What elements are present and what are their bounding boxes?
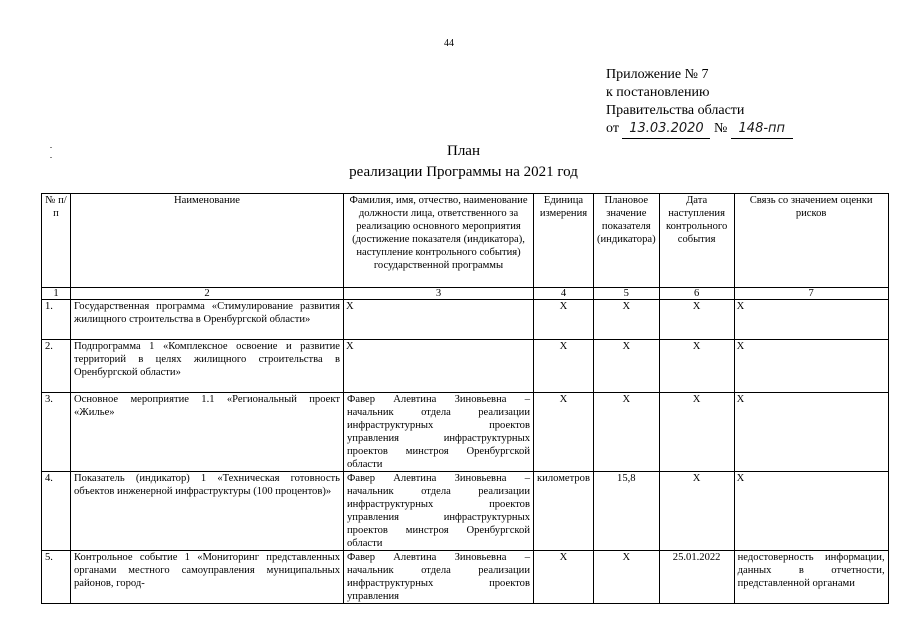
column-number: 5 — [593, 288, 659, 300]
row-responsible: X — [344, 300, 534, 340]
handwritten-number: 148-пп — [731, 120, 793, 139]
plan-title: План — [446, 143, 480, 159]
header-responsible: Фамилия, имя, отчество, наименование должности лица, ответственного за реализацию основного мероприятия (достижение показателя (индикатора), наступление контрольного события) государственной программы — [344, 194, 534, 288]
header-event-date: Дата наступления контрольного события — [659, 194, 734, 288]
row-planned-value: 15,8 — [593, 472, 659, 551]
number-label: № — [713, 121, 728, 136]
appendix-line-3: Правительства области — [606, 103, 745, 118]
row-unit: X — [534, 393, 594, 472]
page-number: 44 — [444, 38, 454, 49]
handwritten-date: 13.03.2020 — [622, 120, 710, 139]
row-risk-link: X — [734, 340, 888, 393]
appendix-line-2: к постановлению — [606, 85, 710, 100]
row-unit: километров — [534, 472, 594, 551]
row-responsible: Фавер Алевтина Зиновьевна – начальник отдела реализации инфраструктурных проектов управления инфраструктурных проектов минстроя Оренбургской области — [344, 472, 534, 551]
row-name: Подпрограмма 1 «Комплексное освоение и развитие территорий в целях жилищного строительства в Оренбургской области» — [71, 340, 344, 393]
column-number: 6 — [659, 288, 734, 300]
from-label: от — [606, 121, 619, 136]
table-row — [42, 300, 889, 340]
row-risk-link: X — [734, 300, 888, 340]
column-number: 7 — [734, 288, 888, 300]
row-number: 5. — [42, 551, 71, 604]
row-name: Контрольное событие 1 «Мониторинг представленных органами местного самоуправления муниципальных районов, город- — [71, 551, 344, 604]
row-name: Основное мероприятие 1.1 «Региональный проект «Жилье» — [71, 393, 344, 472]
column-number: 3 — [344, 288, 534, 300]
appendix-title: Приложение № 7 — [606, 67, 709, 82]
row-planned-value: X — [593, 340, 659, 393]
row-name: Показатель (индикатор) 1 «Техническая готовность объектов инженерной инфраструктуры (100 процентов)» — [71, 472, 344, 551]
table-row — [42, 340, 889, 393]
row-number: 1. — [42, 300, 71, 340]
header-number: № п/п — [42, 194, 71, 288]
row-name: Государственная программа «Стимулирование развития жилищного строительства в Оренбургской области» — [71, 300, 344, 340]
table-row — [42, 393, 889, 472]
row-unit: X — [534, 340, 594, 393]
row-planned-value: X — [593, 300, 659, 340]
row-unit: X — [534, 551, 594, 604]
header-planned-value: Плановое значение показателя (индикатора) — [593, 194, 659, 288]
row-number: 2. — [42, 340, 71, 393]
row-risk-link: X — [734, 393, 888, 472]
row-risk-link: X — [734, 472, 888, 551]
row-event-date: X — [659, 340, 734, 393]
header-unit: Единица измерения — [534, 194, 594, 288]
row-planned-value: X — [593, 551, 659, 604]
row-event-date: X — [659, 300, 734, 340]
row-planned-value: X — [593, 393, 659, 472]
row-event-date: X — [659, 472, 734, 551]
plan-table — [41, 193, 889, 604]
column-number: 1 — [42, 288, 71, 300]
row-risk-link: недостоверность информации, данных в отчетности, представленной органами — [734, 551, 888, 604]
row-event-date: X — [659, 393, 734, 472]
column-number-row — [42, 288, 889, 300]
appendix-block — [606, 66, 793, 139]
column-number: 2 — [71, 288, 344, 300]
appendix-date-line — [606, 120, 793, 139]
row-responsible: X — [344, 340, 534, 393]
row-number: 3. — [42, 393, 71, 472]
table-row — [42, 551, 889, 604]
row-event-date: 25.01.2022 — [659, 551, 734, 604]
header-name: Наименование — [71, 194, 344, 288]
table-header-row — [42, 194, 889, 288]
header-risk-link: Связь со значением оценки рисков — [734, 194, 888, 288]
column-number: 4 — [534, 288, 594, 300]
row-unit: X — [534, 300, 594, 340]
row-responsible: Фавер Алевтина Зиновьевна – начальник отдела реализации инфраструктурных проектов управления инфраструктурных проектов минстроя Оренбургской области — [344, 393, 534, 472]
row-responsible: Фавер Алевтина Зиновьевна – начальник отдела реализации инфраструктурных проектов управления — [344, 551, 534, 604]
table-row — [42, 472, 889, 551]
plan-subtitle: реализации Программы на 2021 год — [349, 164, 578, 180]
row-number: 4. — [42, 472, 71, 551]
